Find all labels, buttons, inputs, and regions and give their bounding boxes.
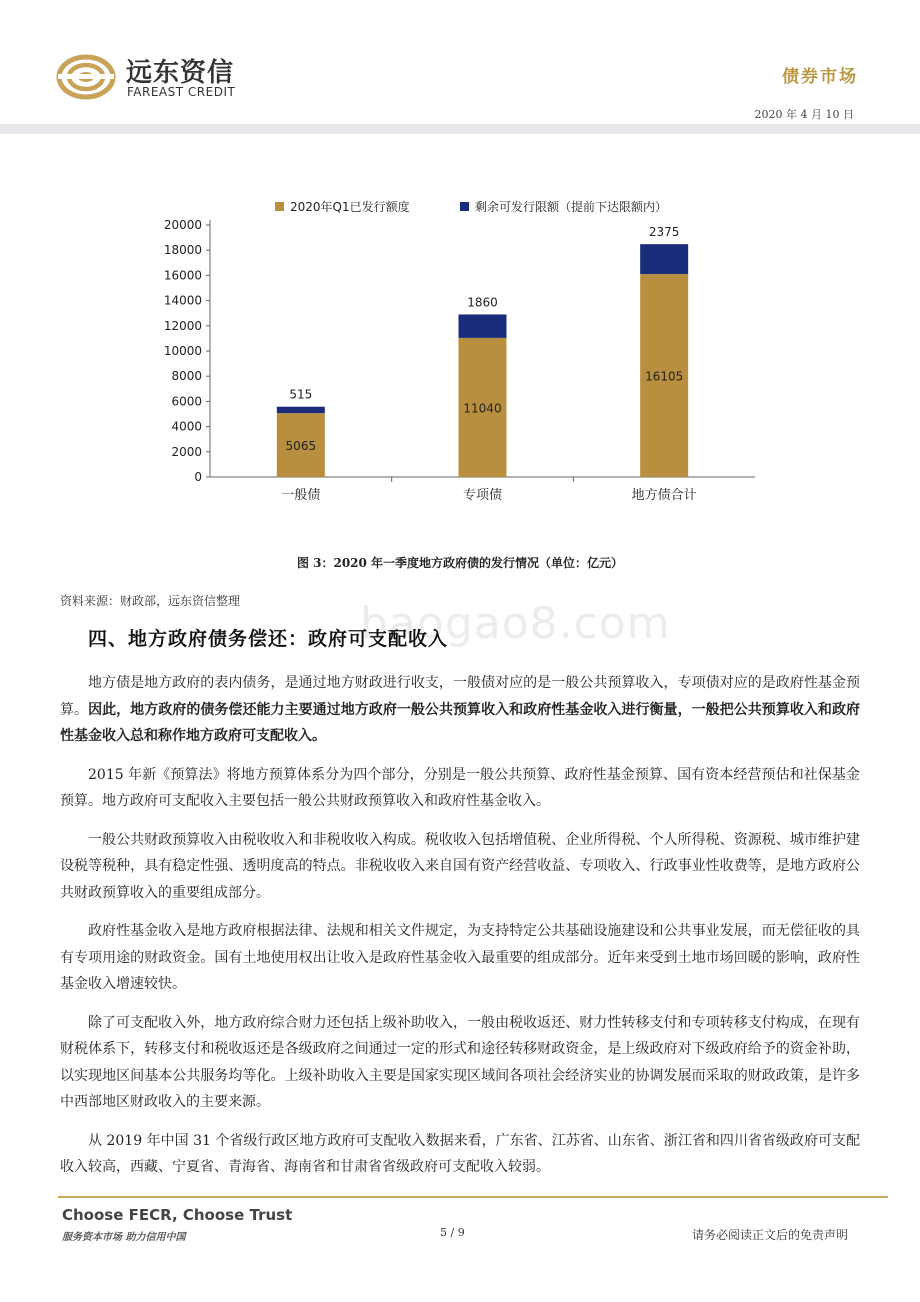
y-tick-label: 20000 <box>163 218 202 232</box>
section-tag: 债券市场 <box>782 67 858 87</box>
legend-swatch <box>460 202 469 211</box>
figure-source: 资料来源：财政部，远东资信整理 <box>60 594 241 608</box>
data-label: 2375 <box>648 225 680 240</box>
y-tick-label: 16000 <box>163 268 202 283</box>
data-label: 515 <box>289 387 313 402</box>
bar-segment <box>640 244 688 274</box>
paragraph-6: 从 2019 年中国 31 个省级行政区地方政府可支配收入数据来看，广东省、江苏省、山东省、浙江省和四川省省级政府可支配收入较高，西藏、宁夏省、青海省、海南省和甘肃省省级政府可支配收入较弱。 <box>60 1132 860 1175</box>
data-label: 11040 <box>463 401 502 416</box>
report-date: 2020 年 4 月 10 日 <box>754 108 854 121</box>
body-text <box>60 670 860 1193</box>
data-label: 5065 <box>285 439 317 454</box>
page-header <box>0 0 920 130</box>
x-tick-label: 专项债 <box>462 488 503 503</box>
y-tick-label: 2000 <box>171 444 202 459</box>
y-tick-label: 14000 <box>163 293 202 308</box>
data-label: 16105 <box>645 369 684 384</box>
paragraph-3: 一般公共财政预算收入由税收收入和非税收收入构成。税收收入包括增值税、企业所得税、个人所得税、资源税、城市维护建设税等税种，具有稳定性强、透明度高的特点。非税收收入来自国有资产经营收益、专项收入、行政事业性收费等，是地方政府公共财政预算收入的重要组成部分。 <box>60 831 860 901</box>
y-tick-label: 0 <box>194 470 202 484</box>
watermark: baogao8.com <box>360 598 671 649</box>
paragraph-1-plain: 地方债是地方政府的表内债务，是通过地方财政进行收支，一般债对应的是一般公共预算收入，专项债对应的是政府性基金预算。 <box>60 675 860 718</box>
company-name-cn: 远东资信 <box>126 58 235 88</box>
section-heading: 四、地方政府债务偿还：政府可支配收入 <box>88 628 449 650</box>
footer-disclaimer: 请务必阅读正文后的免责声明 <box>691 1228 848 1242</box>
company-name-en: FAREAST CREDIT <box>127 85 236 99</box>
fareast-logo-icon <box>56 52 116 102</box>
paragraph-5: 除了可支配收入外，地方政府综合财力还包括上级补助收入，一般由税收返还、财力性转移支付和专项转移支付构成，在现有财税体系下，转移支付和税收返还是各级政府之间通过一定的形式和途径转移财政资金，是上级政府对下级政府给予的资金补助，以实现地区间基本公共服务均等化。上级补助收入主要是国家实现区域间各项社会经济实业的协调发展而采取的财政政策，是许多中西部地区财政收入的主要来源。 <box>60 1014 860 1110</box>
data-label: 1860 <box>467 295 498 310</box>
legend-label: 剩余可发行限额（提前下达限额内） <box>475 200 668 214</box>
page-number: 5 / 9 <box>440 1226 465 1239</box>
y-tick-label: 8000 <box>171 369 202 384</box>
footer-slogan-en: Choose FECR, Choose Trust <box>62 1206 293 1224</box>
y-tick-label: 10000 <box>163 344 202 358</box>
bar-segment <box>459 314 507 337</box>
bar-segment <box>277 407 325 413</box>
x-tick-label: 地方债合计 <box>631 488 697 503</box>
y-tick-label: 6000 <box>171 394 202 409</box>
paragraph-2: 2015 年新《预算法》将地方预算体系分为四个部分，分别是一般公共预算、政府性基金预算、国有资本经营预估和社保基金预算。地方政府可支配收入主要包括一般公共财政预算收入和政府性基金收入。 <box>60 766 860 809</box>
y-tick-label: 4000 <box>171 419 202 434</box>
y-tick-label: 12000 <box>163 318 202 333</box>
x-tick-label: 一般债 <box>281 488 321 503</box>
paragraph-4: 政府性基金收入是地方政府根据法律、法规和相关文件规定，为支持特定公共基础设施建设和公共事业发展，而无偿征收的具有专项用途的财政资金。国有土地使用权出让收入是政府性基金收入最重要的组成部分。近年来受到土地市场回暖的影响，政府性基金收入增速较快。 <box>60 923 860 992</box>
paragraph-1-bold: 因此，地方政府的债务偿还能力主要通过地方政府一般公共预算收入和政府性基金收入进行衡量，一般把公共预算收入和政府性基金收入总和称作地方政府可支配收入。 <box>60 701 861 744</box>
footer-slogan-cn: 服务资本市场 助力信用中国 <box>62 1232 186 1243</box>
legend-swatch <box>275 202 284 211</box>
issuance-bar-chart <box>150 190 770 520</box>
y-tick-label: 18000 <box>163 243 202 258</box>
footer-rule <box>58 1196 888 1198</box>
legend-label: 2020年Q1已发行额度 <box>290 200 410 214</box>
figure-caption: 图 3：2020 年一季度地方政府债的发行情况（单位：亿元） <box>296 556 624 570</box>
paragraph-1 <box>60 670 860 750</box>
header-band <box>0 124 920 134</box>
